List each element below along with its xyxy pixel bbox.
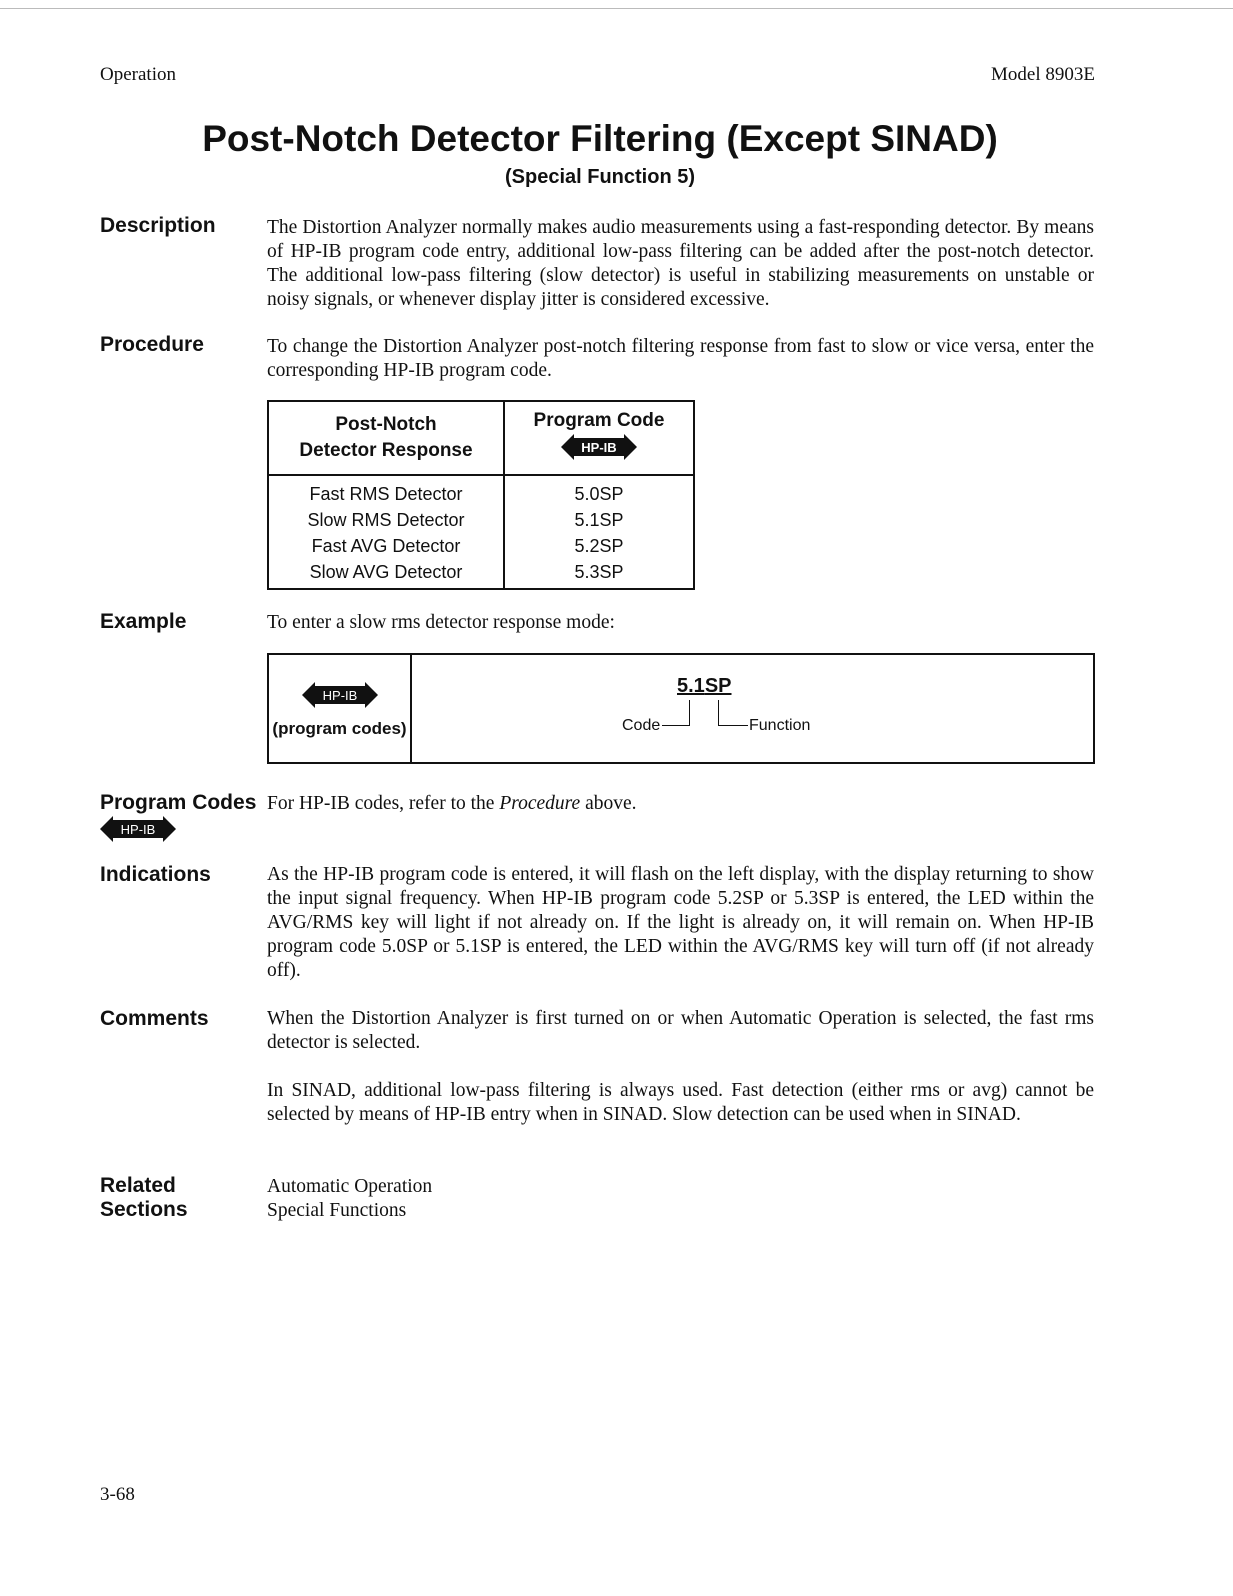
related-link: Automatic Operation: [267, 1176, 433, 1197]
code-bracket: [662, 700, 690, 726]
description-label: Description: [100, 214, 216, 237]
procedure-text: To change the Distortion Analyzer post-notch filtering response from fast to slow or vice versa, enter the corresponding HP-IB program code.: [267, 336, 1094, 381]
table-cell-code: 5.1SP: [504, 507, 694, 533]
indications-text: As the HP-IB program code is entered, it will flash on the left display, with the display returning to show the input signal frequency. When HP-IB program code 5.2SP or 5.3SP is entered, the LED within the AVG/RMS key will light if not already on. If the light is already on, it will remain on. When HP-IB program code 5.0SP or 5.1SP is entered, the LED within the AVG/RMS key will turn off (if not already off).: [267, 864, 1094, 981]
hpib-icon: [302, 682, 378, 708]
table-cell-code: 5.3SP: [504, 559, 694, 589]
comments-para-2: In SINAD, additional low-pass filtering is always used. Fast detection (either rms or avg) cannot be selected by means of HP-IB entry when in SINAD. Slow detection can be used when in SINAD.: [267, 1080, 1094, 1125]
program-codes-label: Program Codes: [100, 791, 257, 814]
code-label: Code: [622, 717, 661, 734]
program-code-table: [267, 400, 695, 590]
comments-text: [267, 1007, 1094, 1127]
page-number: 3-68: [100, 1484, 135, 1505]
program-codes-text: For HP-IB codes, refer to the Procedure above.: [267, 793, 637, 814]
description-text: The Distortion Analyzer normally makes audio measurements using a fast-responding detector. By means of HP-IB program code entry, additional low-pass filtering can be added after the post-notch detector. The additional low-pass filtering (slow detector) is useful in stabilizing measurements on unstable or noisy signals, or whenever display jitter is considered excessive.: [267, 217, 1094, 310]
svg-text:HP-IB: HP-IB: [322, 688, 357, 703]
comments-para-1: When the Distortion Analyzer is first turned on or when Automatic Operation is selected, the fast rms detector is selected.: [267, 1008, 1094, 1053]
svg-text:HP-IB: HP-IB: [581, 440, 617, 455]
header-section: Operation: [100, 64, 176, 85]
example-label: Example: [100, 610, 187, 633]
header-detector-response: Post-Notch Detector Response: [268, 401, 504, 475]
header-model: Model 8903E: [991, 64, 1095, 85]
page-title: Post-Notch Detector Filtering (Except SINAD): [202, 118, 998, 159]
related-sections-list: [267, 1175, 1094, 1223]
table-header: [268, 401, 694, 475]
program-codes-caption: (program codes): [272, 719, 407, 738]
example-code: 5.1SP: [677, 675, 732, 697]
function-bracket: [718, 700, 748, 726]
table-cell-response: Slow AVG Detector: [268, 559, 504, 589]
example-text: To enter a slow rms detector response mode:: [267, 612, 615, 633]
example-box-left: [269, 655, 412, 762]
table-cell-response: Fast RMS Detector: [268, 475, 504, 507]
related-label: Related Sections: [100, 1174, 188, 1221]
example-box: [267, 653, 1095, 764]
comments-label: Comments: [100, 1007, 209, 1030]
page-subtitle: (Special Function 5): [504, 166, 696, 188]
related-link: Special Functions: [267, 1200, 407, 1221]
table-cell-response: Fast AVG Detector: [268, 533, 504, 559]
procedure-label: Procedure: [100, 333, 204, 356]
table-cell-response: Slow RMS Detector: [268, 507, 504, 533]
example-code-diagram: [412, 655, 1093, 762]
function-label: Function: [749, 717, 811, 734]
table-cell-code: 5.2SP: [504, 533, 694, 559]
indications-label: Indications: [100, 863, 211, 886]
top-rule: [0, 8, 1233, 9]
hpib-icon: [561, 434, 637, 460]
svg-text:HP-IB: HP-IB: [120, 822, 156, 837]
header-program-code: Program Code HP-IB: [504, 401, 694, 475]
hpib-icon: [100, 816, 176, 842]
table-cell-code: 5.0SP: [504, 475, 694, 507]
